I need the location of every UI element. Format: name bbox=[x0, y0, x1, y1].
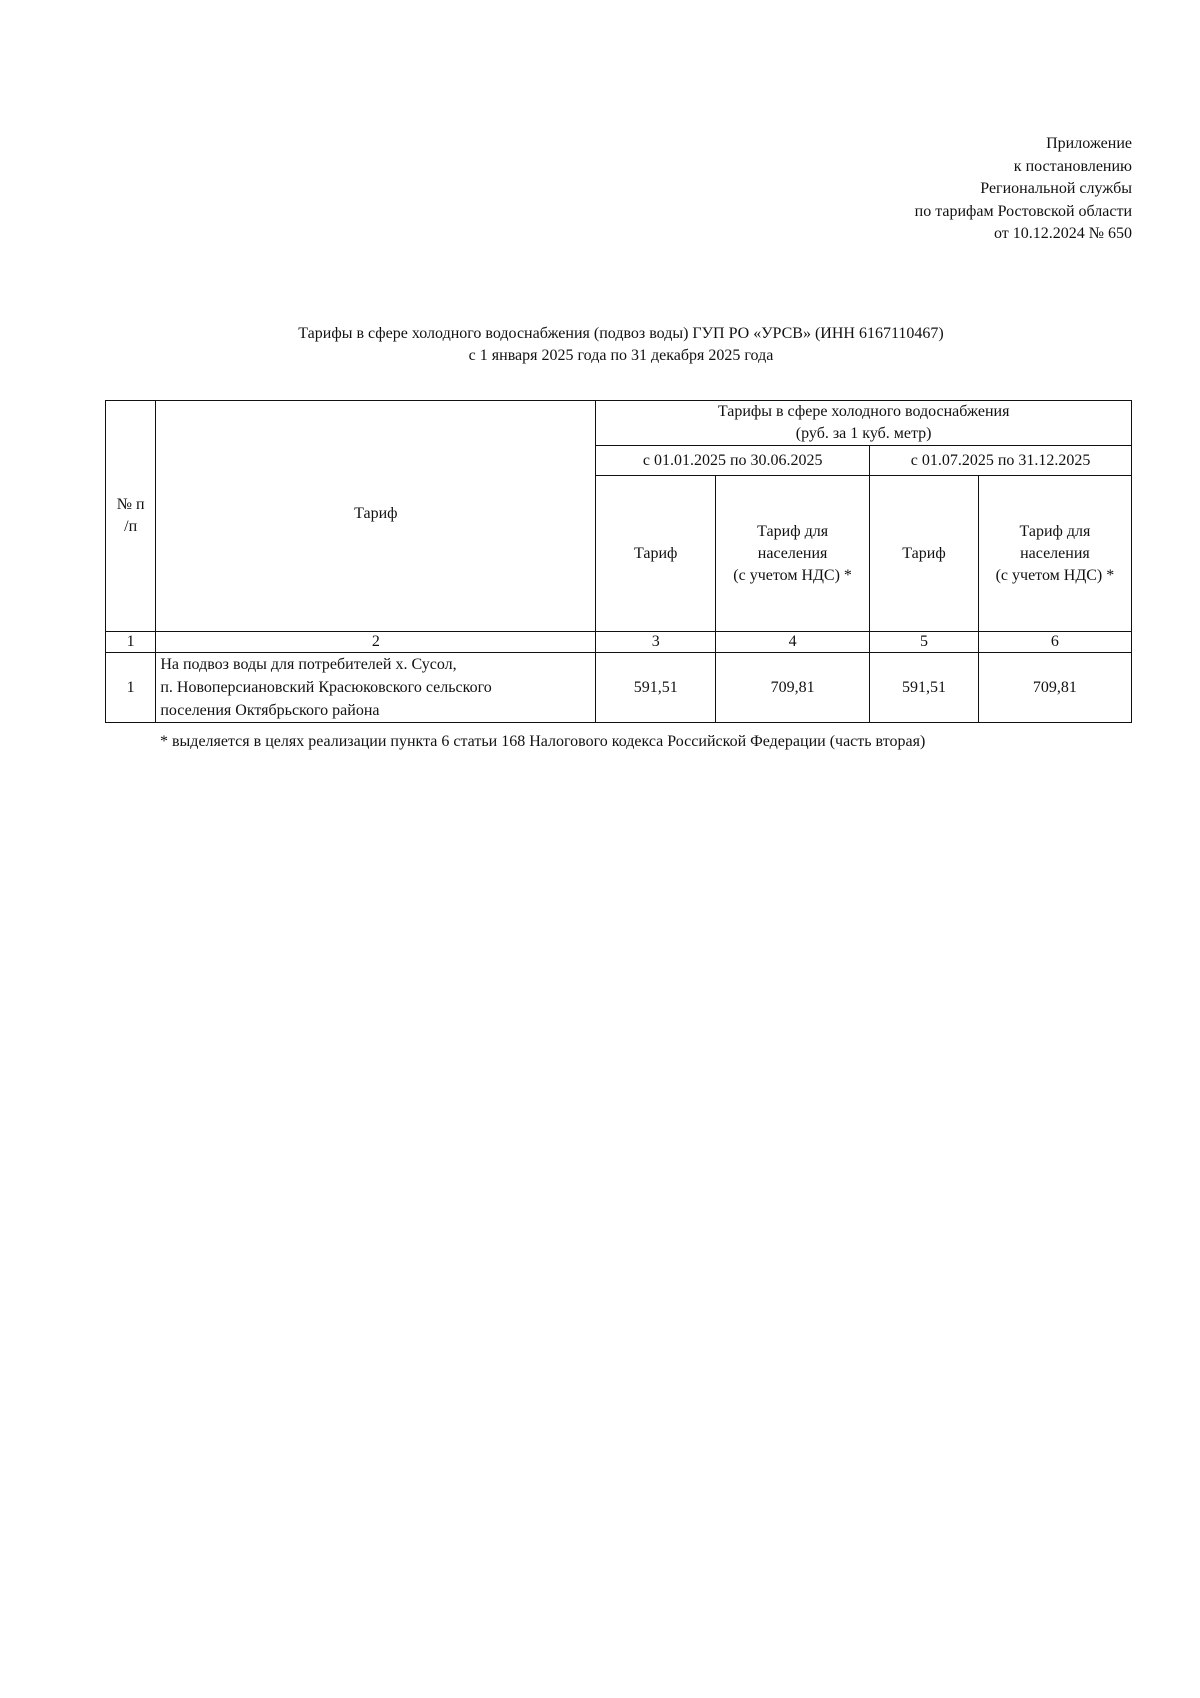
appendix-line: к постановлению bbox=[1013, 157, 1132, 175]
header-number bbox=[106, 401, 156, 632]
header-sub-tariff-1 bbox=[596, 476, 716, 632]
row-p1-tariff: 591,51 bbox=[596, 653, 716, 723]
header-period-1-text: с 01.01.2025 по 30.06.2025 bbox=[642, 451, 823, 469]
header-sub-population-2 bbox=[978, 476, 1131, 632]
row-description-line-1: На подвоз воды для потребителей х. Сусол, bbox=[160, 656, 457, 673]
row-description bbox=[156, 653, 596, 723]
header-sub-population-1 bbox=[716, 476, 870, 632]
column-number: 2 bbox=[156, 632, 596, 653]
column-number: 4 bbox=[716, 632, 870, 653]
header-sub-population-line-1: Тариф для bbox=[1019, 522, 1091, 540]
appendix-line: Региональной службы bbox=[980, 180, 1132, 197]
header-tariff bbox=[156, 401, 596, 632]
row-p2-tariff: 591,51 bbox=[870, 653, 979, 723]
header-group bbox=[596, 401, 1132, 446]
row-number: 1 bbox=[106, 653, 156, 723]
appendix-line: по тарифам Ростовской области bbox=[914, 202, 1132, 220]
column-number: 3 bbox=[596, 632, 716, 653]
header-tariff-text: Тариф bbox=[354, 505, 398, 522]
title-line-1: Тарифы в сфере холодного водоснабжения (подвоз воды) ГУП РО «УРСВ» (ИНН 6167110467) bbox=[298, 325, 944, 342]
row-description-line-2: п. Новоперсиановский Красюковского сельского bbox=[160, 679, 492, 696]
footnote: * выделяется в целях реализации пункта 6 статьи 168 Налогового кодекса Российской Федерации (часть вторая) bbox=[160, 733, 926, 750]
title-line-2: с 1 января 2025 года по 31 декабря 2025 года bbox=[468, 347, 774, 364]
header-sub-tariff-text: Тариф bbox=[902, 544, 946, 562]
header-number-text: № п /п bbox=[116, 496, 145, 535]
tariff-table bbox=[105, 400, 1132, 723]
header-period-1 bbox=[596, 446, 870, 476]
row-p1-population: 709,81 bbox=[716, 653, 870, 723]
header-period-2-text: с 01.07.2025 по 31.12.2025 bbox=[910, 451, 1091, 469]
header-sub-population-line-2: населения bbox=[757, 544, 828, 562]
header-period-2 bbox=[870, 446, 1132, 476]
column-number: 5 bbox=[870, 632, 979, 653]
table-row bbox=[106, 653, 1132, 723]
row-description-line-3: поселения Октябрьского района bbox=[160, 702, 380, 719]
header-group-line-1: Тарифы в сфере холодного водоснабжения bbox=[717, 403, 1010, 420]
appendix-line: Приложение bbox=[1046, 135, 1132, 152]
column-number: 6 bbox=[978, 632, 1131, 653]
appendix-block bbox=[915, 133, 1132, 246]
header-sub-population-line-3: (с учетом НДС) * bbox=[995, 566, 1115, 584]
document-title bbox=[0, 323, 1200, 367]
header-sub-population-line-2: населения bbox=[1020, 544, 1090, 562]
header-sub-tariff-2 bbox=[870, 476, 979, 632]
column-number-row bbox=[106, 632, 1132, 653]
row-p2-population: 709,81 bbox=[978, 653, 1131, 723]
header-sub-tariff-text: Тариф bbox=[633, 544, 678, 562]
column-number: 1 bbox=[106, 632, 156, 653]
header-group-line-2: (руб. за 1 куб. метр) bbox=[795, 425, 932, 442]
header-sub-population-line-3: (с учетом НДС) * bbox=[733, 566, 852, 584]
appendix-line: от 10.12.2024 № 650 bbox=[993, 225, 1132, 242]
header-sub-population-line-1: Тариф для bbox=[757, 522, 829, 540]
